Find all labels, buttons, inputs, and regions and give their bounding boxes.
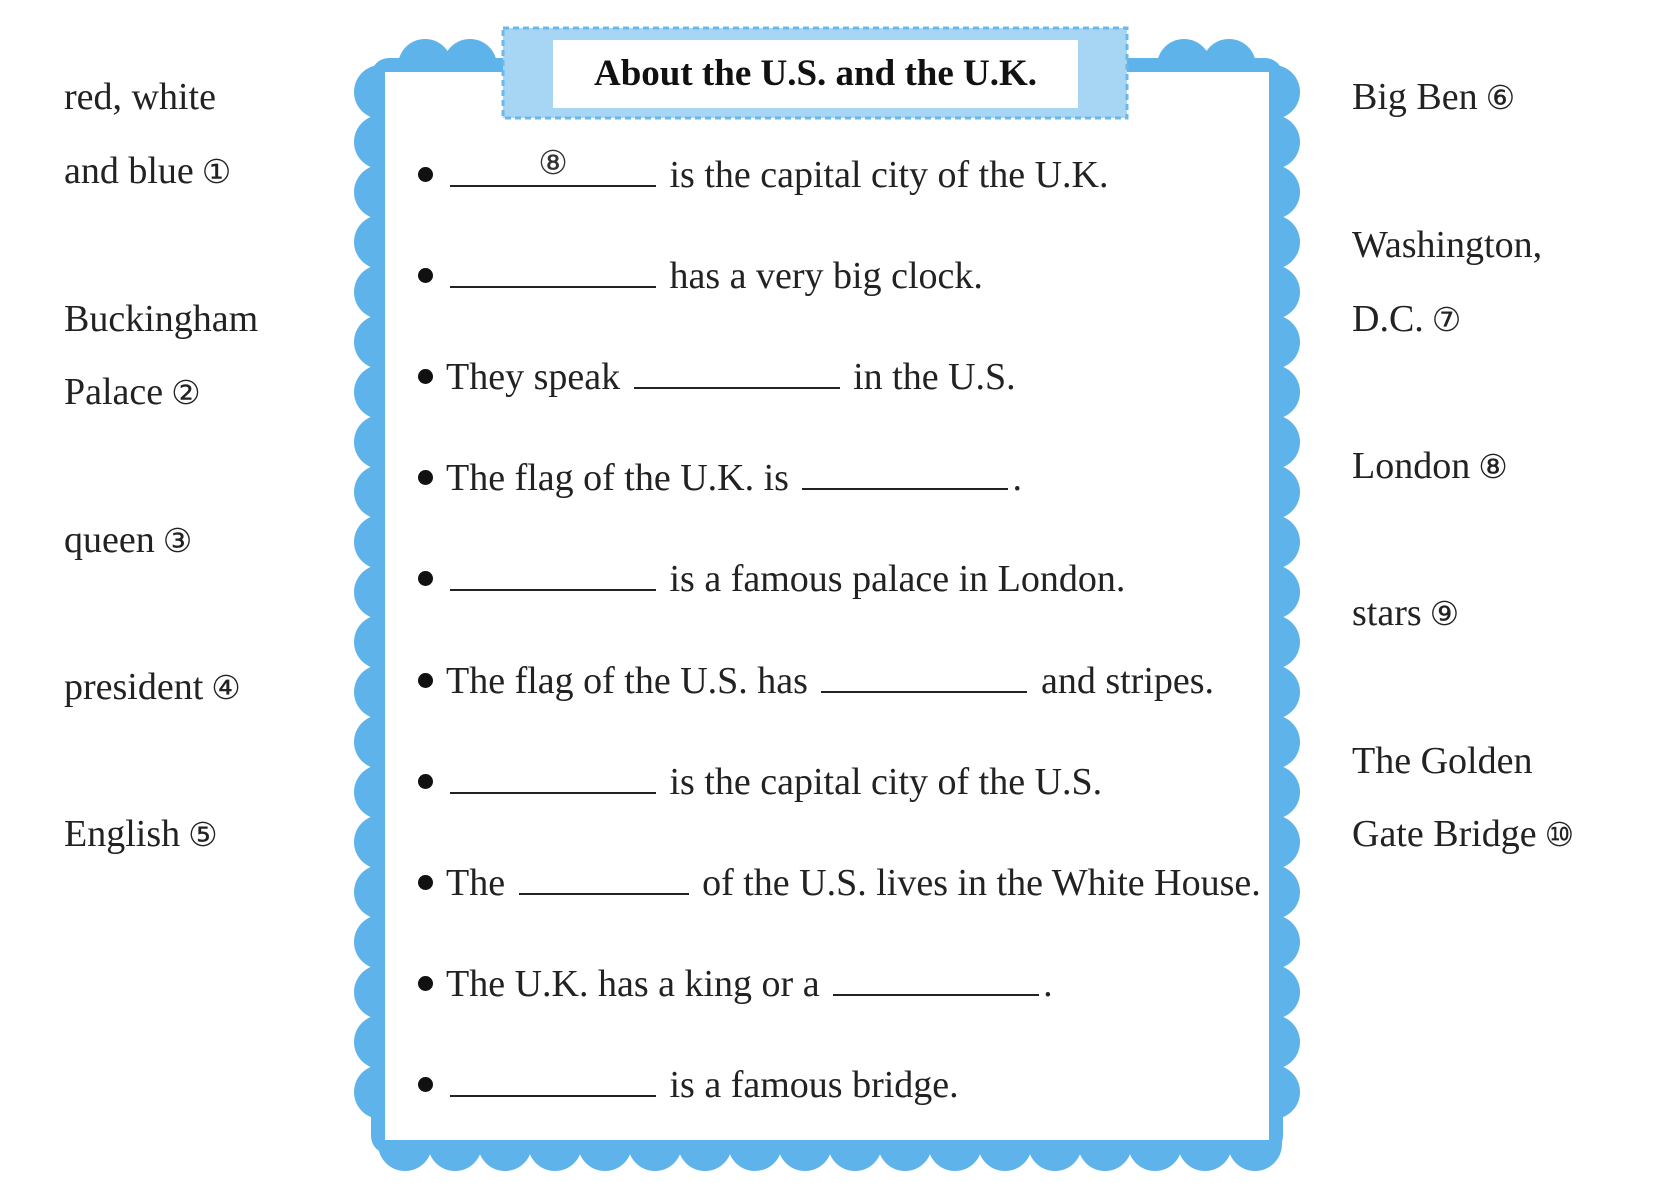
- answer-blank[interactable]: [821, 657, 1027, 693]
- answer-blank[interactable]: [802, 454, 1008, 490]
- sentence-4: The flag of the U.K. is .: [446, 454, 1022, 500]
- word-bank-item: and blue ①: [64, 150, 232, 192]
- bullet-icon: [418, 673, 433, 688]
- word-bank-item: London ⑧: [1352, 445, 1508, 487]
- bullet-icon: [418, 774, 433, 789]
- sentence-7: is the capital city of the U.S.: [446, 758, 1102, 804]
- word-bank-item: queen ③: [64, 519, 193, 561]
- word-bank-item: Big Ben ⑥: [1352, 76, 1516, 118]
- word-bank-item: D.C. ⑦: [1352, 298, 1462, 340]
- sentence-9: The U.K. has a king or a .: [446, 960, 1053, 1006]
- answer-blank[interactable]: [450, 758, 656, 794]
- sentence-2: has a very big clock.: [446, 252, 983, 298]
- word-bank-item: stars ⑨: [1352, 592, 1460, 634]
- answer-blank[interactable]: [634, 353, 840, 389]
- answer-blank[interactable]: [450, 1061, 656, 1097]
- word-bank-item: Palace ②: [64, 371, 201, 413]
- answer-blank[interactable]: [519, 859, 689, 895]
- word-bank-item: red, white: [64, 76, 216, 118]
- worksheet-title: About the U.S. and the U.K.: [553, 40, 1078, 108]
- bullet-icon: [418, 167, 433, 182]
- word-bank-item: president ④: [64, 666, 241, 708]
- bullet-icon: [418, 369, 433, 384]
- answer-blank[interactable]: [450, 555, 656, 591]
- bullet-icon: [418, 1077, 433, 1092]
- answer-number: ⑧: [538, 143, 568, 182]
- bullet-icon: [418, 875, 433, 890]
- bullet-icon: [418, 571, 433, 586]
- word-bank-item: English ⑤: [64, 813, 218, 855]
- word-bank-item: Washington,: [1352, 224, 1543, 266]
- sentence-8: The of the U.S. lives in the White House.: [446, 859, 1261, 905]
- word-bank-item: The Golden: [1352, 740, 1533, 782]
- sentence-3: They speak in the U.S.: [446, 353, 1016, 399]
- answer-blank[interactable]: [450, 143, 656, 187]
- word-bank-item: Gate Bridge ⑩: [1352, 813, 1575, 855]
- sentence-10: is a famous bridge.: [446, 1061, 959, 1107]
- answer-blank[interactable]: [450, 252, 656, 288]
- bullet-icon: [418, 976, 433, 991]
- bullet-icon: [418, 470, 433, 485]
- bullet-icon: [418, 268, 433, 283]
- sentence-6: The flag of the U.S. has and stripes.: [446, 657, 1214, 703]
- sentence-5: is a famous palace in London.: [446, 555, 1125, 601]
- answer-blank[interactable]: [833, 960, 1039, 996]
- sentence-1: ⑧ is the capital city of the U.K.: [446, 151, 1109, 197]
- word-bank-item: Buckingham: [64, 298, 259, 340]
